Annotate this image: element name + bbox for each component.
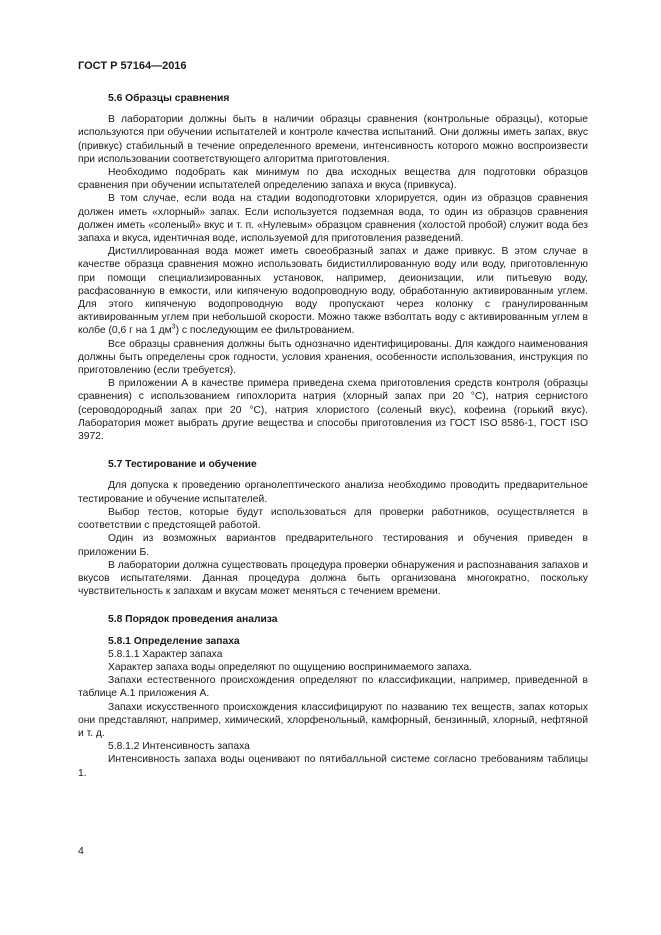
paragraph: Характер запаха воды определяют по ощущению воспринимаемого запаха.	[108, 661, 472, 673]
paragraph: Запахи естественного происхождения определяют по классификации, например, приведенной в таблице А.1 приложения А.	[78, 675, 588, 700]
paragraph: Запахи искусственного происхождения классифицируют по названию тех веществ, запах которых они представляют, например, химический, хлорфенольный, камфорный, бензинный, хлорный, нефтяной и т. д.	[78, 701, 588, 739]
paragraph-text-end: ) с последующим ее фильтрованием.	[175, 325, 355, 337]
section-heading-5-7: 5.7 Тестирование и обучение	[108, 459, 257, 471]
subsection-heading-5-8-1: 5.8.1 Определение запаха	[108, 635, 240, 647]
clause-heading-5-8-1-1: 5.8.1.1 Характер запаха	[108, 648, 223, 660]
paragraph	[78, 245, 588, 337]
paragraph: Выбор тестов, которые будут использоваться для проверки работников, осуществляется в соответствии с предстоящей работой.	[78, 506, 588, 532]
paragraph: Один из возможных вариантов предварительного тестирования и обучения приведен в приложении Б.	[78, 533, 588, 558]
section-heading-5-8: 5.8 Порядок проведения анализа	[108, 614, 278, 626]
paragraph: Необходимо подобрать как минимум по два исходных вещества для подготовки образцов сравнения при обучении испытателей определению запаха и вкуса (привкуса).	[78, 167, 588, 192]
clause-heading-5-8-1-2: 5.8.1.2 Интенсивность запаха	[108, 741, 250, 753]
page-content	[78, 92, 588, 780]
paragraph: В лаборатории должны быть в наличии образцы сравнения (контрольные образцы), которые используются при обучении испытателей и контроле качества испытаний. Они должны иметь запах, вкус (привкус) стабильный в течение определенного времени, интенсивность которого можно воспроизвести при использовании соответствующего алгоритма приготовления.	[78, 114, 588, 165]
paragraph: Интенсивность запаха воды оценивают по пятибалльной системе согласно требованиям таблицы 1.	[78, 754, 588, 779]
paragraph: Для допуска к проведению органолептического анализа необходимо проводить предварительное тестирование и обучение испытателей.	[78, 480, 588, 505]
page-number: 4	[78, 845, 84, 857]
paragraph: В лаборатории должна существовать процедура проверки обнаружения и распознавания запахов и вкусов испытателями. Данная процедура должна быть организована многократно, поскольку чувствительность к запахам и вкусам может меняться с течением времени.	[78, 559, 588, 598]
section-heading-5-6: 5.6 Образцы сравнения	[108, 93, 230, 104]
superscript: 3	[171, 324, 176, 332]
paragraph: В том случае, если вода на стадии водоподготовки хлорируется, один из образцов сравнения должен иметь «хлорный» запах. Если используется подземная вода, то один из образцов сравнения должен иметь «соленый» вкус и т. п. «Нулевым» образцом сравнения (холостой пробой) служит вода без запаха и вкуса, идентичная воде, используемой для приготовления разведений.	[78, 193, 588, 245]
document-code: ГОСТ Р 57164—2016	[78, 60, 187, 72]
paragraph: В приложении А в качестве примера приведена схема приготовления средств контроля (образцы сравнения) с использованием гипохлорита натрия (хлорный запах при 20 °C), натрия сернистого (сероводородный запах при 20 °C), натрия хлористого (соленый вкус), кофеина (горький вкус). Лаборатория может выбрать другие вещества и способы приготовления из ГОСТ ISO 8586-1, ГОСТ ISO 3972.	[78, 378, 588, 443]
paragraph-text: Дистиллированная вода может иметь своеобразный запах и даже привкус. В этом случае в качестве образца сравнения можно использовать бидистиллированную воду или воду, приготовленную при помощи специализированных установок, например, деионизации, или питьевую воду, расфасованную в емкости, или кипяченую водопроводную воду, обработанную активированным углем. Для этого кипяченую водопроводную воду пропускают через колонку с гранулированным активированным углем при небольшой скорости. Можно также взболтать воду с активированным углем в колбе (0,6 г на 1 дм	[78, 246, 588, 337]
paragraph: Все образцы сравнения должны быть однозначно идентифицированы. Для каждого наименования должны быть определены срок годности, условия хранения, особенности использования, инструкция по приготовлению (если требуется).	[78, 338, 588, 377]
